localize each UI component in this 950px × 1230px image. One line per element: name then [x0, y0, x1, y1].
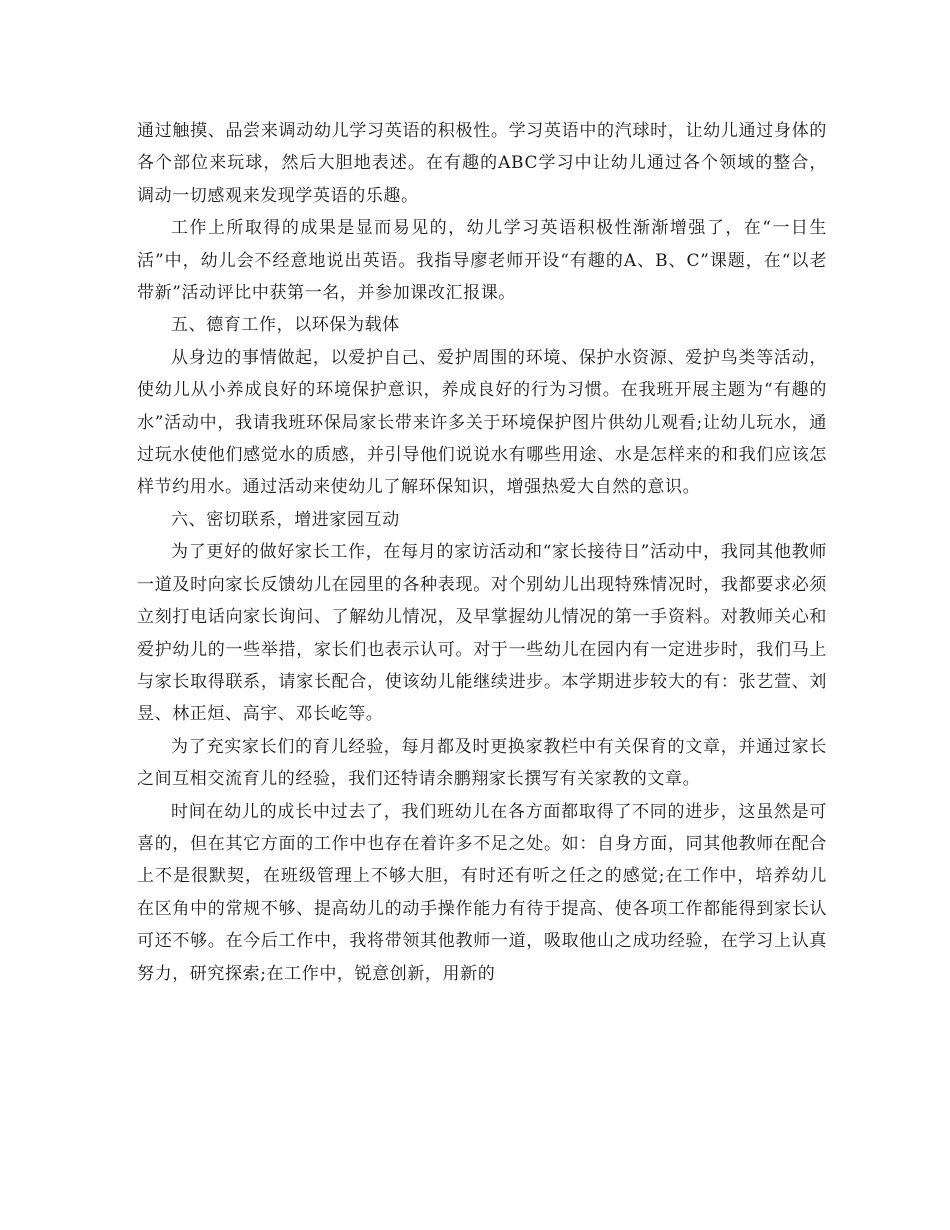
paragraph-environmental-protection: 从身边的事情做起，以爱护自己、爱护周围的环境、保护水资源、爱护鸟类等活动，使幼儿从小养成良好的环境保护意识，养成良好的行为习惯。在我班开展主题为“有趣的水”活动中，我请我班环保局家长带来许多关于环境保护图片供幼儿观看;让幼儿玩水，通过玩水使他们感觉水的质感，并引导他们说说水有哪些用途、水是怎样来的和我们应该怎样节约用水。通过活动来使幼儿了解环保知识，增强热爱大自然的意识。: [137, 347, 827, 498]
document-body: [137, 115, 827, 990]
paragraph-english-activities: 通过触摸、品尝来调动幼儿学习英语的积极性。学习英语中的汽球时，让幼儿通过身体的各个部位来玩球，然后大胆地表述。在有趣的ABC学习中让幼儿通过各个领域的整合，调动一切感观来发现学英语的乐趣。: [137, 121, 827, 206]
section-heading-home-school: 六、密切联系，增进家园互动: [171, 509, 400, 530]
paragraph-english-results: 工作上所取得的成果是显而易见的，幼儿学习英语积极性渐渐增强了，在“一日生活”中，幼儿会不经意地说出英语。我指导廖老师开设“有趣的A、B、C”课题，在“以老带新”活动评比中获第一名，并参加课改汇报课。: [137, 218, 827, 304]
paragraph-parent-work: 为了更好的做好家长工作，在每月的家访活动和“家长接待日”活动中，我同其他教师一道及时向家长反馈幼儿在园里的各种表现。对个别幼儿出现特殊情况时，我都要求必须立刻打电话向家长询问、了解幼儿情况，及早掌握幼儿情况的第一手资料。对教师关心和爱护幼儿的一些举措，家长们也表示认可。对于一些幼儿在园内有一定进步时，我们马上与家长取得联系，请家长配合，使该幼儿能继续进步。本学期进步较大的有：张艺萱、刘昱、林正烜、高宇、邓长屹等。: [137, 542, 827, 725]
paragraph-reflection: 时间在幼儿的成长中过去了，我们班幼儿在各方面都取得了不同的进步，这虽然是可喜的，但在其它方面的工作中也存在着许多不足之处。如：自身方面，同其他教师在配合上不是很默契，在班级管理上不够大胆，有时还有听之任之的感觉;在工作中，培养幼儿在区角中的常规不够、提高幼儿的动手操作能力有待于提高、使各项工作都能得到家长认可还不够。在今后工作中，我将带领其他教师一道，吸取他山之成功经验，在学习上认真努力，研究探索;在工作中，锐意创新，用新的: [137, 801, 827, 984]
paragraph-parenting-experience: 为了充实家长们的育儿经验，每月都及时更换家教栏中有关保育的文章，并通过家长之间互相交流育儿的经验，我们还特请余鹏翔家长撰写有关家教的文章。: [137, 736, 827, 790]
section-heading-moral-education: 五、德育工作，以环保为载体: [171, 315, 400, 336]
